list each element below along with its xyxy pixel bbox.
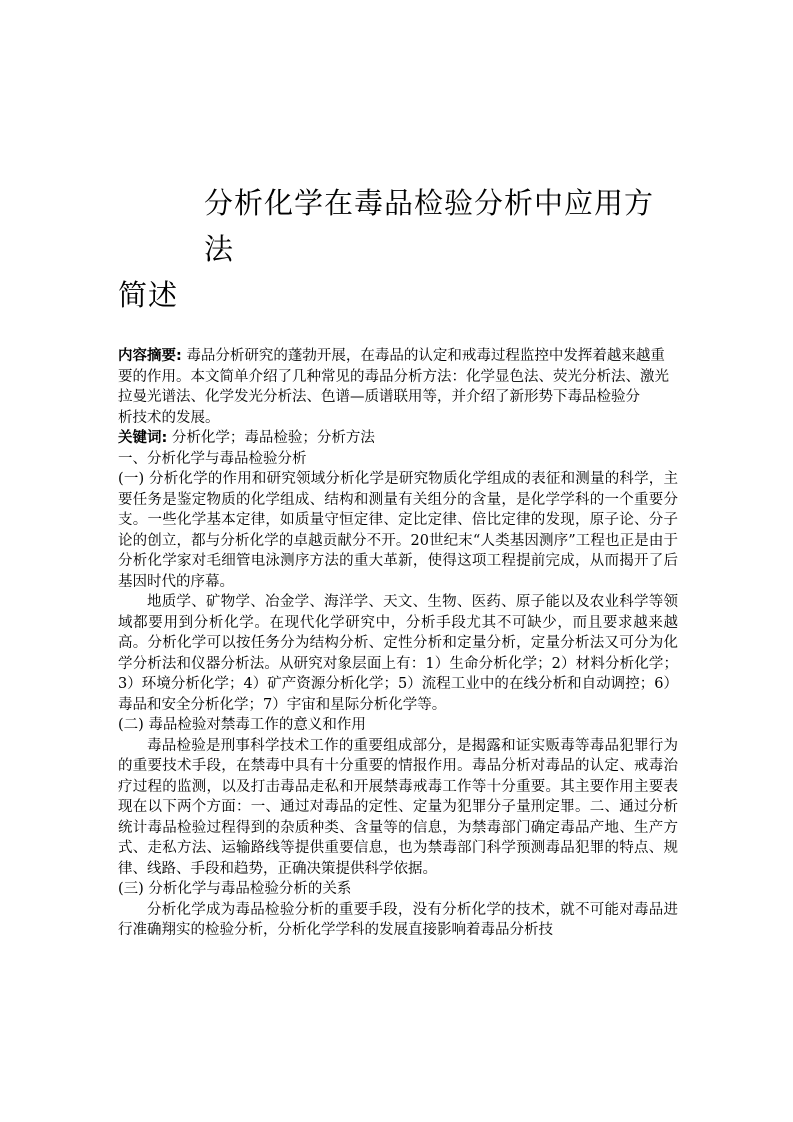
document-body	[118, 346, 678, 941]
section-1-3-heading: (三) 分析化学与毒品检验分析的关系	[118, 881, 352, 897]
title-line-1: 分析化学在毒品检验分析中应用方法	[204, 186, 655, 266]
section-1-2-paragraph: 毒品检验是刑事科学技术工作的重要组成部分，是揭露和证实贩毒等毒品犯罪行为的重要技术手段，在禁毒中具有十分重要的情报作用。毒品分析对毒品的认定、戒毒治疗过程的监测，以及打击毒品走私和开展禁毒戒毒工作等十分重要。其主要作用主要表现在以下两个方面：一、通过对毒品的定性、定量为犯罪分子量刑定罪。二、通过分析统计毒品检验过程得到的杂质种类、含量等的信息，为禁毒部门确定毒品产地、生产方式、走私方法、运输路线等提供重要信息，也为禁毒部门科学预测毒品犯罪的特点、规律、线路、手段和趋势，正确决策提供科学依据。	[118, 737, 678, 877]
section-1-2-heading: (二) 毒品检验对禁毒工作的意义和作用	[118, 717, 366, 733]
keywords-separator: :	[161, 430, 168, 446]
abstract-separator: :	[176, 348, 182, 364]
keywords-paragraph	[118, 428, 678, 449]
abstract-label: 内容摘要	[118, 348, 176, 364]
abstract-tail: 析技术的发展。	[118, 409, 220, 426]
title-line-2: 简述	[118, 278, 179, 312]
section-1-3-paragraph: 分析化学成为毒品检验分析的重要手段，没有分析化学的技术，就不可能对毒品进行准确翔实的检验分析，分析化学学科的发展直接影响着毒品分析技	[118, 901, 678, 938]
keywords-text: 分析化学；毒品检验；分析方法	[167, 430, 375, 446]
document-title	[118, 180, 680, 318]
section-1-1-paragraph-2: 地质学、矿物学、冶金学、海洋学、天文、生物、医药、原子能以及农业科学等领域都要用到分析化学。在现代化学研究中，分析手段尤其不可缺少，而且要求越来越高。分析化学可以按任务分为结构分析、定性分析和定量分析，定量分析法又可分为化学分析法和仪器分析法。从研究对象层面上有：1）生命分析化学；2）材料分析化学；3）环境分析化学；4）矿产资源分析化学；5）流程工业中的在线分析和自动调控；6）毒品和安全分析化学；7）宇宙和星际分析化学等。	[118, 594, 678, 713]
section-1-1-paragraph: (一) 分析化学的作用和研究领域分析化学是研究物质化学组成的表征和测量的科学，主要任务是鉴定物质的化学组成、结构和测量有关组分的含量，是化学学科的一个重要分支。一些化学基本定律，如质量守恒定律、定比定律、倍比定律的发现，原子论、分子论的创立，都与分析化学的卓越贡献分不开。20世纪末“人类基因测序”工程也正是由于分析化学家对毛细管电泳测序方法的重大革新，使得这项工程提前完成，从而揭开了后基因时代的序幕。	[118, 471, 678, 590]
section-1-heading: 一、分析化学与毒品检验分析	[118, 450, 307, 467]
keywords-label: 关键词	[118, 430, 162, 446]
abstract-text: 毒品分析研究的蓬勃开展，在毒品的认定和戒毒过程监控中发挥着越来越重要的作用。本文简单介绍了几种常见的毒品分析方法：化学显色法、荧光分析法、激光拉曼光谱法、化学发光分析法、色谱—质谱联用等，并介绍了新形势下毒品检验分	[118, 348, 669, 405]
abstract-paragraph	[118, 346, 678, 408]
